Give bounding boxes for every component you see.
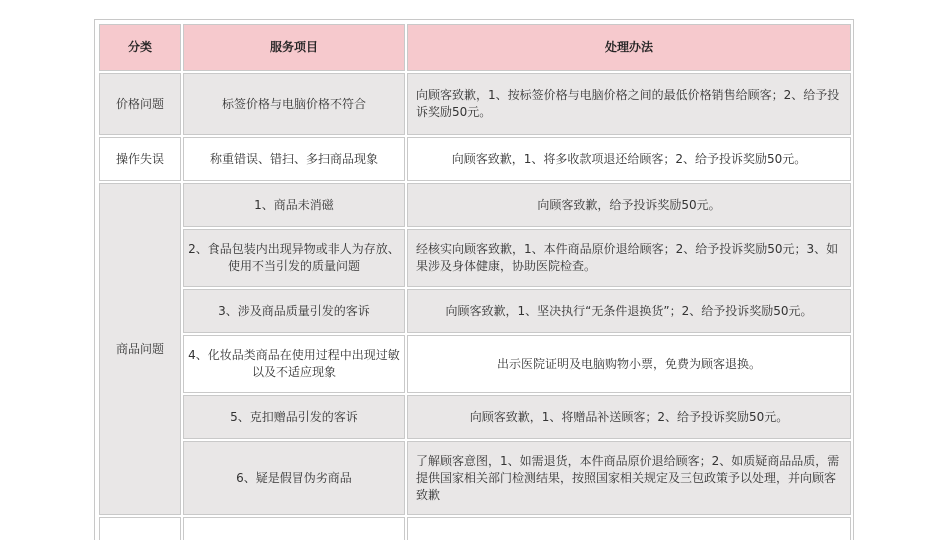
service-cell: 3、涉及商品质量引发的客诉 [183, 289, 405, 333]
method-cell: 了解顾客意图，1、如需退货，本件商品原价退给顾客；2、如质疑商品品质，需提供国家相关部门检测结果，按照国家相关规定及三包政策予以处理，并向顾客致歉 [407, 441, 851, 515]
category-cell-goods: 商品问题 [99, 183, 181, 515]
table-row [99, 335, 851, 393]
service-cell: 1、商品未消磁 [183, 183, 405, 227]
service-cell: 6、疑是假冒伪劣商品 [183, 441, 405, 515]
category-cell-empty [99, 517, 181, 540]
category-cell: 操作失误 [99, 137, 181, 181]
table-row [99, 137, 851, 181]
table-row [99, 395, 851, 439]
service-cell: 4、化妆品类商品在使用过程中出现过敏以及不适应现象 [183, 335, 405, 393]
header-method: 处理办法 [407, 24, 851, 71]
table-row [99, 73, 851, 135]
method-cell-empty [407, 517, 851, 540]
table-row-partial [99, 517, 851, 540]
header-category: 分类 [99, 24, 181, 71]
table-header-row [99, 24, 851, 71]
service-cell: 2、食品包装内出现异物或非人为存放、使用不当引发的质量问题 [183, 229, 405, 287]
method-cell: 向顾客致歉，给予投诉奖励50元。 [407, 183, 851, 227]
table-row [99, 289, 851, 333]
method-cell: 向顾客致歉，1、按标签价格与电脑价格之间的最低价格销售给顾客；2、给予投诉奖励50元。 [407, 73, 851, 135]
table-row [99, 183, 851, 227]
table-frame [94, 19, 854, 540]
method-cell: 向顾客致歉，1、将多收款项退还给顾客；2、给予投诉奖励50元。 [407, 137, 851, 181]
category-cell: 价格问题 [99, 73, 181, 135]
table-row [99, 229, 851, 287]
service-cell: 标签价格与电脑价格不符合 [183, 73, 405, 135]
header-service: 服务项目 [183, 24, 405, 71]
service-cell: 5、克扣赠品引发的客诉 [183, 395, 405, 439]
method-cell: 经核实向顾客致歉，1、本件商品原价退给顾客；2、给予投诉奖励50元；3、如果涉及身体健康，协助医院检查。 [407, 229, 851, 287]
method-cell: 出示医院证明及电脑购物小票，免费为顾客退换。 [407, 335, 851, 393]
table-row [99, 441, 851, 515]
method-cell: 向顾客致歉，1、坚决执行“无条件退换货”；2、给予投诉奖励50元。 [407, 289, 851, 333]
service-table [97, 22, 853, 540]
method-cell: 向顾客致歉，1、将赠品补送顾客；2、给予投诉奖励50元。 [407, 395, 851, 439]
service-cell: 称重错误、错扫、多扫商品现象 [183, 137, 405, 181]
service-cell-empty [183, 517, 405, 540]
